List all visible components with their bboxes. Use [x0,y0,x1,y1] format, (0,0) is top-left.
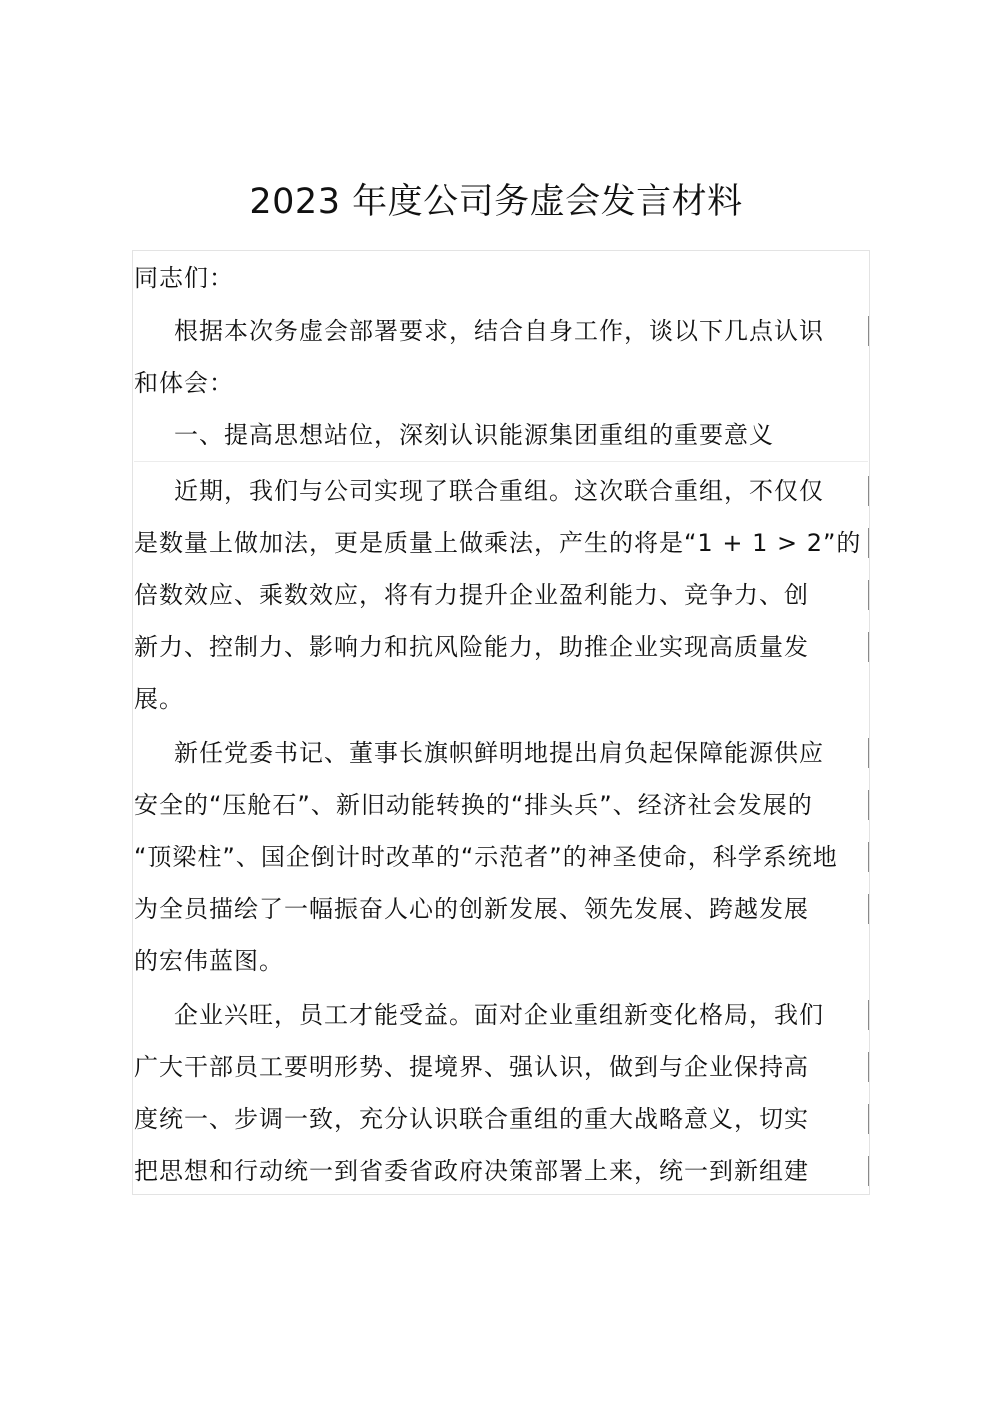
section-heading: 一、提高思想站位，深刻认识能源集团重组的重要意义 [174,421,774,449]
paragraph-4-line: 为全员描绘了一幅振奋人心的创新发展、领先发展、跨越发展 [134,895,809,923]
paragraph-1-line: 和体会： [134,369,234,397]
right-margin-rule [868,1156,869,1186]
paragraph-4-line: 安全的“压舱石”、新旧动能转换的“排头兵”、经济社会发展的 [134,791,813,819]
right-margin-rule [868,316,869,346]
document-title: 2023 年度公司务虚会发言材料 [249,182,743,222]
paragraph-4-line: 新任党委书记、董事长旗帜鲜明地提出肩负起保障能源供应 [174,739,824,767]
salutation: 同志们： [134,264,234,292]
paragraph-5-line: 广大干部员工要明形势、提境界、强认识，做到与企业保持高 [134,1053,809,1081]
right-margin-rule [868,894,869,924]
paragraph-3-line: 倍数效应、乘数效应，将有力提升企业盈利能力、竞争力、创 [134,581,809,609]
paragraph-5-line: 把思想和行动统一到省委省政府决策部署上来，统一到新组建 [134,1157,809,1185]
right-margin-rule [868,1104,869,1134]
paragraph-3-line: 近期，我们与公司实现了联合重组。这次联合重组，不仅仅 [174,477,824,505]
right-margin-rule [868,738,869,768]
right-margin-rule [868,842,869,872]
paragraph-5-line: 度统一、步调一致，充分认识联合重组的重大战略意义，切实 [134,1105,809,1133]
paragraph-3-line: 展。 [134,685,184,713]
right-margin-rule [868,1052,869,1082]
right-margin-rule [868,528,869,558]
paragraph-separator [134,461,868,462]
paragraph-3-line: 是数量上做加法，更是质量上做乘法，产生的将是“1 + 1 > 2”的 [134,529,862,557]
paragraph-1-line: 根据本次务虚会部署要求，结合自身工作，谈以下几点认识 [174,317,824,345]
right-margin-rule [868,476,869,506]
paragraph-5-line: 企业兴旺，员工才能受益。面对企业重组新变化格局，我们 [174,1001,824,1029]
paragraph-4-line: “顶梁柱”、国企倒计时改革的“示范者”的神圣使命，科学系统地 [134,843,838,871]
right-margin-rule [868,580,869,610]
right-margin-rule [868,1000,869,1030]
right-margin-rule [868,632,869,662]
paragraph-4-line: 的宏伟蓝图。 [134,947,284,975]
right-margin-rule [868,790,869,820]
paragraph-3-line: 新力、控制力、影响力和抗风险能力，助推企业实现高质量发 [134,633,809,661]
